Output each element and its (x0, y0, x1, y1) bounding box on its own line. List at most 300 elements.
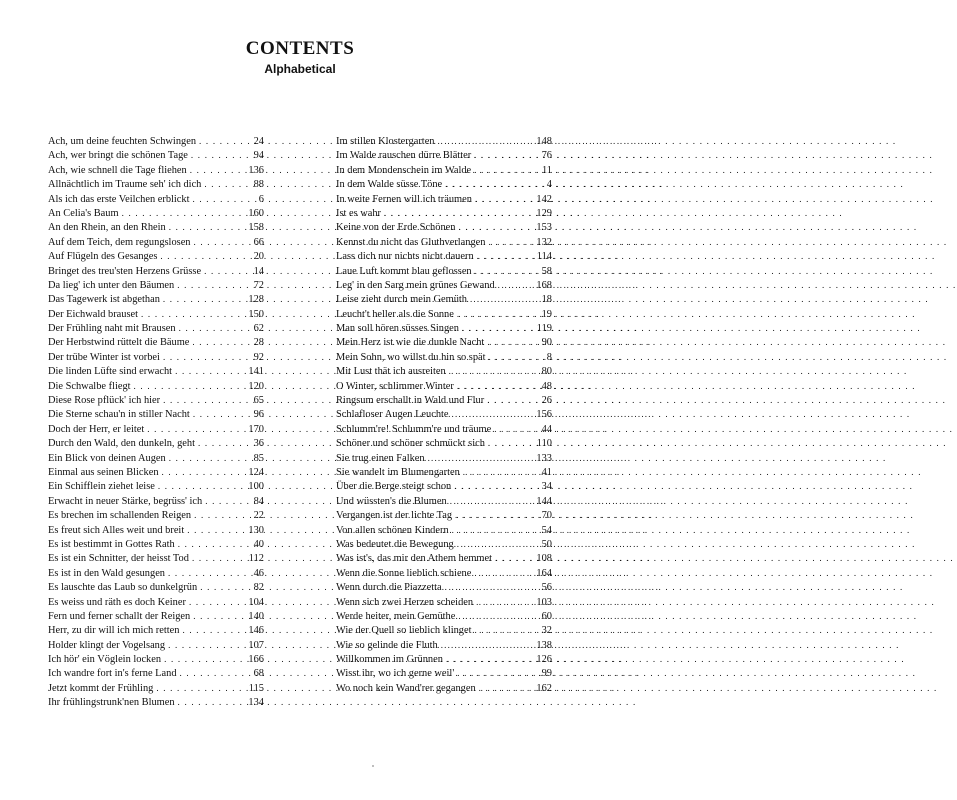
toc-entry (336, 666, 552, 680)
toc-entry-title: Wisst ihr, wo ich gerne weil' (336, 668, 455, 680)
dot-leader (479, 681, 534, 695)
toc-entry (48, 235, 264, 249)
dot-leader (452, 523, 534, 537)
toc-entry (48, 508, 264, 522)
toc-entry-title: Als ich das erste Veilchen erblickt (48, 193, 190, 205)
dot-leader (141, 307, 246, 321)
toc-entry-page: 88 (253, 179, 264, 191)
toc-entry (336, 321, 552, 335)
toc-entry-page: 141 (248, 366, 264, 378)
toc-entry-page: 72 (253, 279, 264, 291)
toc-entry-title: An den Rhein, an den Rhein (48, 222, 166, 234)
toc-entry (336, 220, 552, 234)
toc-entry-title: Ein Schifflein ziehet leise (48, 481, 155, 493)
toc-entry-title: Sie wandelt im Blumengarten (336, 466, 460, 478)
toc-entry (336, 465, 552, 479)
toc-entry (48, 609, 264, 623)
dot-leader (198, 436, 246, 450)
toc-entry-title: O Winter, schlimmer Winter (336, 380, 454, 392)
dot-leader (204, 264, 246, 278)
toc-entry (336, 566, 552, 580)
toc-entry (336, 278, 552, 292)
toc-entry-title: Herr, zu dir will ich mich retten (48, 625, 180, 637)
dot-leader (187, 523, 246, 537)
toc-entry-title: Keine von der Erde Schönen (336, 222, 456, 234)
toc-entry-page: 14 (253, 265, 264, 277)
toc-entry-title: Es weiss und räth es doch Keiner (48, 596, 186, 608)
dot-leader (458, 220, 534, 234)
toc-entry (48, 523, 264, 537)
toc-entry (48, 379, 264, 393)
toc-entry (336, 436, 552, 450)
toc-entry (336, 537, 552, 551)
toc-entry-page: 46 (253, 567, 264, 579)
dot-leader (175, 364, 246, 378)
dot-leader (147, 422, 246, 436)
dot-leader (487, 335, 534, 349)
dot-leader (163, 292, 246, 306)
toc-entry-title: Mein Sohn, wo willst du hin so spät (336, 351, 486, 363)
toc-entry-page: 80 (541, 366, 552, 378)
toc-entry (48, 695, 264, 709)
dot-leader (462, 321, 534, 335)
toc-entry-title: Der Herbstwind rüttelt die Bäume (48, 337, 190, 349)
toc-entry-title: In weite Fernen will ich träumen (336, 193, 472, 205)
toc-entry-title: Leucht't heller als die Sonne (336, 308, 454, 320)
toc-entry-page: 108 (536, 553, 552, 565)
dot-leader (134, 379, 246, 393)
dot-leader (446, 652, 534, 666)
toc-entry (48, 393, 264, 407)
toc-entry-title: Lass dich nur nichts nicht dauern (336, 251, 474, 263)
toc-entry-page: 107 (248, 639, 264, 651)
dot-leader (475, 192, 534, 206)
toc-entry-title: Werde heiter, mein Gemüthe (336, 610, 456, 622)
dot-leader (189, 595, 246, 609)
toc-entry-page: 60 (541, 610, 552, 622)
toc-entry-title: Und wüssten's die Blumen (336, 495, 447, 507)
toc-entry-page: 76 (541, 150, 552, 162)
paper-speck (372, 765, 374, 767)
toc-entry-page: 126 (536, 654, 552, 666)
dot-leader (194, 508, 246, 522)
toc-entry-page: 138 (536, 639, 552, 651)
toc-entry (48, 551, 264, 565)
toc-entry-page: 68 (253, 668, 264, 680)
toc-entry (336, 580, 552, 594)
toc-entry (48, 350, 264, 364)
dot-leader (457, 379, 534, 393)
toc-entry (336, 609, 552, 623)
toc-entry-title: Im Walde rauschen dürre Blätter (336, 150, 472, 162)
dot-leader (474, 566, 534, 580)
toc-entry-page: 40 (253, 538, 264, 550)
dot-leader (205, 494, 246, 508)
toc-entry-title: Kennst du nicht das Gluthverlangen (336, 236, 486, 248)
toc-entry (336, 206, 552, 220)
toc-entry-title: Wie so gelinde die Fluth (336, 639, 438, 651)
toc-entry-title: Leg' in den Sarg mein grünes Gewand (336, 279, 495, 291)
toc-entry-page: 112 (248, 553, 264, 565)
toc-entry (48, 321, 264, 335)
toc-entry-page: 148 (536, 136, 552, 147)
toc-entry-page: 66 (253, 236, 264, 248)
toc-entry-title: Die Sterne schau'n in stiller Nacht (48, 409, 190, 421)
toc-entry-title: Wenn durch die Piazzetta (336, 582, 442, 594)
toc-entry-page: 58 (541, 265, 552, 277)
toc-entry-title: An Celia's Baum (48, 207, 119, 219)
dot-leader (487, 393, 534, 407)
dot-leader (452, 407, 534, 421)
toc-entry (336, 393, 552, 407)
toc-entry (336, 523, 552, 537)
toc-entry (336, 379, 552, 393)
toc-entry-page: 170 (248, 423, 264, 435)
toc-entry-page: 22 (253, 510, 264, 522)
toc-entry-title: Es ist in den Wald gesungen (48, 567, 166, 579)
toc-entry (48, 292, 264, 306)
toc-entry-page: 128 (248, 294, 264, 306)
toc-entry-page: 160 (248, 207, 264, 219)
dot-leader (168, 638, 246, 652)
toc-entry-page: 32 (541, 625, 552, 637)
toc-entry-title: Man soll hören süsses Singen (336, 323, 459, 335)
toc-entry-title: Auf Flügeln des Gesanges (48, 251, 158, 263)
toc-entry-page: 153 (536, 222, 552, 234)
toc-entry-page: 28 (253, 337, 264, 349)
dot-leader (199, 134, 246, 148)
toc-entry (336, 249, 552, 263)
toc-entry-page: 140 (248, 610, 264, 622)
toc-entry-page: 162 (536, 682, 552, 694)
contents-column-left (48, 134, 264, 710)
dot-leader (177, 278, 246, 292)
toc-entry-title: Die linden Lüfte sind erwacht (48, 366, 173, 378)
toc-entry-title: Ein Blick von deinen Augen (48, 452, 166, 464)
dot-leader (168, 566, 246, 580)
toc-entry-title: In dem Mondenschein im Walde (336, 164, 472, 176)
toc-entry (336, 292, 552, 306)
toc-entry-title: Da lieg' ich unter den Bäumen (48, 279, 175, 291)
dot-leader (475, 264, 534, 278)
toc-entry-title: Die Schwalbe fliegt (48, 380, 131, 392)
toc-entry (48, 364, 264, 378)
dot-leader (169, 220, 246, 234)
toc-entry-title: Doch der Herr, er leitet (48, 423, 145, 435)
dot-leader (204, 177, 246, 191)
toc-entry-page: 129 (536, 207, 552, 219)
toc-entry-title: Ringsum erschallt in Wald und Flur (336, 395, 485, 407)
toc-entry (48, 163, 264, 177)
toc-entry-title: Einmal aus seinen Blicken (48, 466, 159, 478)
toc-entry-title: Laue Luft kommt blau geflossen (336, 265, 472, 277)
toc-entry-page: 156 (536, 409, 552, 421)
toc-entry-page: 36 (253, 438, 264, 450)
toc-entry-page: 133 (536, 452, 552, 464)
toc-entry (336, 652, 552, 666)
toc-entry-title: Fern und ferner schallt der Reigen (48, 610, 191, 622)
toc-entry (336, 681, 552, 695)
dot-leader (179, 321, 246, 335)
toc-entry (336, 595, 552, 609)
toc-entry-page: 144 (536, 495, 552, 507)
toc-entry (48, 335, 264, 349)
toc-entry (336, 192, 552, 206)
toc-entry-title: Es brechen im schallenden Reigen (48, 510, 192, 522)
toc-entry-page: 120 (248, 380, 264, 392)
toc-entry-title: Durch den Wald, den dunkeln, geht (48, 438, 196, 450)
toc-entry-page: 103 (536, 596, 552, 608)
dot-leader (163, 393, 246, 407)
dot-leader (449, 364, 534, 378)
toc-entry-title: Was ist's, das mir den Athem hemmet (336, 553, 493, 565)
dot-leader (160, 249, 246, 263)
toc-entry (48, 436, 264, 450)
toc-entry-page: 70 (541, 510, 552, 522)
toc-entry (336, 235, 552, 249)
toc-entry-title: Ach, wie schnell die Tage fliehen (48, 164, 187, 176)
toc-entry-page: 85 (253, 452, 264, 464)
dot-leader (200, 580, 246, 594)
toc-entry-page: 24 (253, 136, 264, 147)
toc-entry (48, 307, 264, 321)
toc-entry-page: 56 (541, 582, 552, 594)
toc-entry-page: 20 (253, 251, 264, 263)
toc-entry-page: 96 (253, 409, 264, 421)
toc-entry (336, 551, 552, 565)
toc-entry-title: Mein Herz ist wie die dunkle Nacht (336, 337, 485, 349)
toc-entry (48, 494, 264, 508)
toc-entry-page: 6 (258, 193, 264, 205)
toc-entry-page: 4 (546, 179, 552, 191)
dot-leader (158, 479, 246, 493)
toc-entry-page: 82 (253, 582, 264, 594)
toc-entry-title: Ich wandre fort in's ferne Land (48, 668, 177, 680)
toc-entry-page: 26 (541, 395, 552, 407)
toc-entry-title: Was bedeutet die Bewegung (336, 538, 454, 550)
dot-leader (162, 465, 246, 479)
toc-entry-title: In dem Walde süsse Töne (336, 179, 443, 191)
dot-leader (445, 580, 534, 594)
toc-entry (336, 623, 552, 637)
toc-entry-title: Wenn die Sonne lieblich schiene (336, 567, 472, 579)
toc-entry-title: Es lauschte das Laub so dunkelgrün (48, 582, 198, 594)
toc-entry-page: 110 (536, 438, 552, 450)
toc-entry-page: 100 (248, 481, 264, 493)
page-subtitle: Alphabetical (264, 62, 336, 76)
toc-entry-title: Mit Lust thät ich ausreiten (336, 366, 446, 378)
toc-entry-title: Im stillen Klostergarten (336, 136, 435, 147)
toc-entry (336, 494, 552, 508)
dot-leader (169, 451, 246, 465)
toc-entry (336, 335, 552, 349)
dot-leader (498, 278, 534, 292)
toc-entry-page: 54 (541, 524, 552, 536)
toc-entry-title: Von allen schönen Kindern (336, 524, 449, 536)
dot-leader (194, 235, 247, 249)
toc-entry-title: Auf dem Teich, dem regungslosen (48, 236, 191, 248)
toc-entry (336, 638, 552, 652)
toc-entry (336, 163, 552, 177)
toc-entry-title: Diese Rose pflück' ich hier (48, 395, 161, 407)
toc-entry-page: 134 (248, 697, 264, 709)
toc-entry (336, 264, 552, 278)
toc-entry (48, 407, 264, 421)
toc-entry-page: 136 (248, 164, 264, 176)
toc-entry-page: 168 (536, 279, 552, 291)
toc-entry-page: 8 (546, 351, 552, 363)
dot-leader (192, 192, 246, 206)
toc-entry (48, 666, 264, 680)
toc-entry-title: Schlumm're! Schlumm're und träume (336, 423, 492, 435)
toc-entry-page: 19 (541, 308, 552, 320)
dot-leader (477, 249, 534, 263)
dot-leader (495, 551, 534, 565)
dot-leader (193, 609, 246, 623)
dot-leader (457, 666, 534, 680)
toc-entry (48, 249, 264, 263)
dot-leader (470, 292, 534, 306)
dot-leader (156, 681, 246, 695)
toc-entry (336, 407, 552, 421)
toc-entry (48, 278, 264, 292)
toc-entry-page: 92 (253, 351, 264, 363)
toc-entry-page: 164 (536, 567, 552, 579)
dot-leader (445, 177, 534, 191)
toc-entry-page: 94 (253, 150, 264, 162)
toc-entry-page: 65 (253, 395, 264, 407)
dot-leader (180, 666, 246, 680)
toc-entry (48, 681, 264, 695)
toc-entry (48, 192, 264, 206)
dot-leader (489, 350, 534, 364)
toc-entry-page: 41 (541, 466, 552, 478)
dot-leader (457, 307, 534, 321)
dot-leader (457, 537, 534, 551)
dot-leader (488, 436, 534, 450)
toc-entry-page: 62 (253, 323, 264, 335)
toc-entry-page: 48 (541, 380, 552, 392)
toc-entry (48, 652, 264, 666)
toc-entry-page: 119 (536, 323, 552, 335)
toc-entry-title: Ach, wer bringt die schönen Tage (48, 150, 188, 162)
toc-entry (336, 177, 552, 191)
toc-entry-title: Willkommen im Grünnen (336, 654, 443, 666)
toc-entry-page: 158 (248, 222, 264, 234)
toc-entry-title: Der Frühling naht mit Brausen (48, 323, 176, 335)
toc-entry-title: Es ist bestimmt in Gottes Rath (48, 538, 175, 550)
dot-leader (476, 595, 534, 609)
dot-leader (475, 623, 535, 637)
toc-entry-title: Das Tagewerk ist abgethan (48, 294, 160, 306)
toc-entry (48, 177, 264, 191)
toc-entry-page: 34 (541, 481, 552, 493)
dot-leader (428, 451, 534, 465)
dot-leader (122, 206, 246, 220)
dot-leader (178, 537, 246, 551)
toc-entry (48, 206, 264, 220)
toc-entry-page: 150 (248, 308, 264, 320)
toc-entry (336, 134, 552, 148)
toc-entry-title: Holder klingt der Vogelsang (48, 639, 166, 651)
toc-entry-title: Jetzt kommt der Frühling (48, 682, 154, 694)
dot-leader (164, 652, 246, 666)
toc-entry-title: Über die Berge steigt schon (336, 481, 452, 493)
dot-leader (474, 148, 534, 162)
toc-entry (336, 307, 552, 321)
dot-leader (193, 407, 246, 421)
toc-entry (48, 465, 264, 479)
toc-entry (336, 350, 552, 364)
toc-entry-title: Sie trug einen Falken (336, 452, 425, 464)
dot-leader (438, 134, 535, 148)
toc-entry (48, 220, 264, 234)
toc-entry (336, 479, 552, 493)
toc-entry (48, 148, 264, 162)
toc-entry (48, 566, 264, 580)
toc-entry-page: 44 (541, 423, 552, 435)
toc-entry-title: Vergangen ist der lichte Tag (336, 510, 453, 522)
dot-leader (191, 148, 246, 162)
toc-entry (336, 508, 552, 522)
toc-entry-title: Wie der Quell so lieblich klinget (336, 625, 472, 637)
toc-entry-page: 90 (541, 337, 552, 349)
toc-entry (48, 422, 264, 436)
toc-entry-title: Der trübe Winter ist vorbei (48, 351, 160, 363)
toc-entry-page: 124 (248, 466, 264, 478)
toc-entry (48, 134, 264, 148)
toc-entry (336, 148, 552, 162)
toc-entry-page: 132 (536, 236, 552, 248)
toc-entry (336, 364, 552, 378)
dot-leader (192, 335, 246, 349)
toc-entry-title: Erwacht in neuer Stärke, begrüss' ich (48, 495, 203, 507)
toc-entry-title: Ist es wahr (336, 207, 382, 219)
toc-entry-title: Es ist ein Schnitter, der heisst Tod (48, 553, 189, 565)
toc-entry-page: 166 (248, 654, 264, 666)
dot-leader (384, 206, 534, 220)
dot-leader (488, 235, 534, 249)
toc-entry-page: 114 (536, 251, 552, 263)
contents-column-right (336, 134, 552, 695)
toc-entry-title: Ich hör' ein Vöglein locken (48, 654, 162, 666)
toc-entry-title: Wo noch kein Wand'rer gegangen (336, 682, 476, 694)
dot-leader (463, 465, 534, 479)
toc-entry (48, 580, 264, 594)
toc-entry (48, 537, 264, 551)
dot-leader (192, 551, 246, 565)
toc-entry (336, 422, 552, 436)
toc-entry-page: 18 (541, 294, 552, 306)
dot-leader (182, 623, 246, 637)
toc-entry-title: Schöner und schöner schmückt sich (336, 438, 485, 450)
dot-leader (454, 479, 534, 493)
dot-leader (441, 638, 534, 652)
toc-entry-page: 104 (248, 596, 264, 608)
dot-leader (178, 695, 246, 709)
toc-entry (336, 451, 552, 465)
toc-entry-title: Der Eichwald brauset (48, 308, 139, 320)
dot-leader (474, 163, 534, 177)
toc-entry-title: Ihr frühlingstrunk'nen Blumen (48, 697, 175, 709)
toc-entry-title: Bringet des treu'sten Herzens Grüsse (48, 265, 202, 277)
toc-entry-title: Es freut sich Alles weit und breit (48, 524, 185, 536)
toc-entry-page: 50 (541, 538, 552, 550)
toc-entry-page: 84 (253, 495, 264, 507)
page-title: CONTENTS (245, 38, 355, 59)
dot-leader (450, 494, 534, 508)
toc-entry (48, 623, 264, 637)
